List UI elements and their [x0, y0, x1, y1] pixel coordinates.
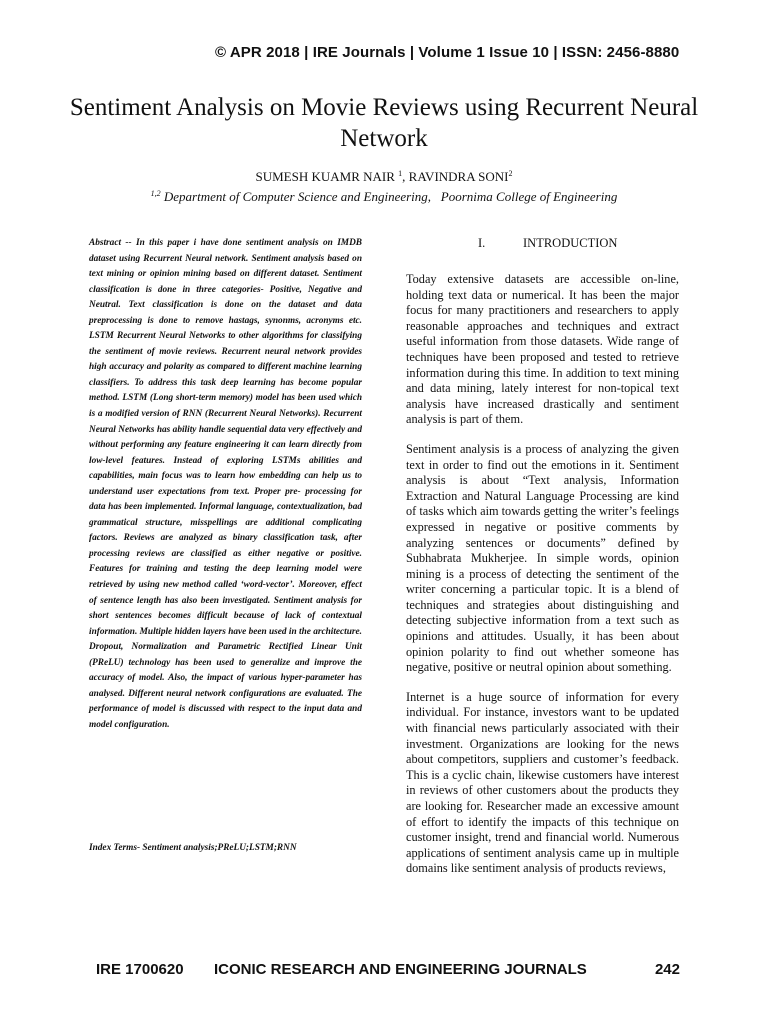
affiliation-mark: 1,2 — [150, 189, 161, 198]
index-terms: Index Terms- Sentiment analysis;PReLU;LSTM;RNN — [89, 843, 297, 853]
author-1: SUMESH KUAMR NAIR — [255, 169, 395, 184]
section-title: INTRODUCTION — [523, 236, 618, 250]
footer-paper-id: IRE 1700620 — [96, 961, 184, 978]
intro-paragraph-3: Internet is a huge source of information for every individual. For instance, investors want to be updated with financial news particularly associated with their investment. Organizations are looking for the news about competitors, suppliers and customer’s feedback. This is a cyclic chain, likewise customers have interest in reviews of other customers about the products they are looking for. Researcher made an excessive amount of effort to identify the impacts of this technique on customer insight, trend and financial world. Numerous applications of sentiment analysis came up in multiple domains like sentiment analysis of products reviews, — [406, 689, 679, 876]
affiliation-college: Poornima College of Engineering — [440, 189, 618, 204]
section-number: I. — [478, 236, 486, 250]
intro-paragraph-1: Today extensive datasets are accessible on-line, holding text data or numerical. It has been the major focus for many practitioners and researchers to apply reasonable approaches and techniques and extract useful information from those datasets. Wide range of techniques have been proposed and tested to retrieve information during this time. In addition to text mining and data mining, lately interest for non-topical text analysis have increased drastically and sentiment analysis is part of them. — [406, 272, 679, 427]
affiliation-line — [0, 189, 768, 205]
author-2: RAVINDRA SONI — [408, 169, 509, 184]
author-2-affiliation-mark: 2 — [508, 169, 513, 178]
footer-journal-name: ICONIC RESEARCH AND ENGINEERING JOURNALS — [214, 961, 587, 978]
journal-header-text: © APR 2018 | IRE Journals | Volume 1 Issue 10 | ISSN: 2456-8880 — [215, 44, 680, 61]
abstract: Abstract -- In this paper i have done sentiment analysis on IMDB dataset using Recurrent Neural network. Sentiment analysis based on text mining or opinion mining based on different dataset. Sentiment classification is done in three categories- Positive, Negative and Neutral. Text classification is done on the dataset and data preprocessing is done to remove hastags, synonms, acronyms etc. LSTM Recurrent Neural Networks to other algorithms for classifying the sentiment of movie reviews. Recurrent neural network provides high accuracy and polarity as compared to different machine learning classifiers. To address this task deep learning has become popular method. LSTM (Long short-term memory) model has been used which is a modified version of RNN (Recurrent Neural Networks). Recurrent Neural Networks has ability handle sequential data very effectively and without performing any feature engineering it can learn directly from low-level features. Instead of exploring LSTMs abilities and capabilities, main focus was to learn how embedding can help us to understand user expectations from text. Proper pre- processing for data has been implemented. Informal language, contextualization, bad grammatical structure, misspellings are additional complicating factors. Reviews are analyzed as binary classification task, after processing reviews are classified as either negative or positive. Features for training and testing the deep learning model were retrieved by using new method called ‘word-vector’. Moreover, effect of sentence length has also been investigated. Sentiment analysis for short sentences becomes difficult because of lack of contextual information. Multiple hidden layers have been used in the architecture. Dropout, Normalization and Parametric Rectified Linear Unit (PReLU) technology has been used to generalize and improve the accuracy of model. Also, the impact of various hyper-parameter has analysed. Different neural network configurations are evaluated. The performance of model is discussed with respect to the input data and model configuration. — [89, 238, 362, 730]
author-1-affiliation-mark: 1 — [398, 169, 403, 178]
right-column — [406, 236, 679, 891]
section-heading — [406, 236, 679, 251]
intro-paragraph-2: Sentiment analysis is a process of analyzing the given text in order to find out the emotions in it. Sentiment analysis is about “Text analysis, Information Extraction and Natural Language Processing are kind of tasks which aim towards getting the writer’s feelings expressed in negative or positive comments by analyzing sentences or documents” defined by Subhabrata Mukherjee. In simple words, opinion mining is a process of detecting the sentiment of the writer concerning a particular topic. It is a blend of techniques and strategies about distinguishing and detecting subjective information from a text such as opinions and attitudes. Usually, it has been about opinion polarity to find out whether someone has negative, positive or neutral opinion about something. — [406, 441, 679, 675]
author-line — [0, 169, 768, 185]
page-footer — [96, 961, 680, 979]
footer-page-number: 242 — [654, 961, 680, 978]
paper-title: Sentiment Analysis on Movie Reviews using Recurrent Neural Network — [69, 94, 699, 152]
author-separator: , — [402, 169, 409, 184]
affiliation-department: Department of Computer Science and Engineering, — [163, 189, 432, 204]
